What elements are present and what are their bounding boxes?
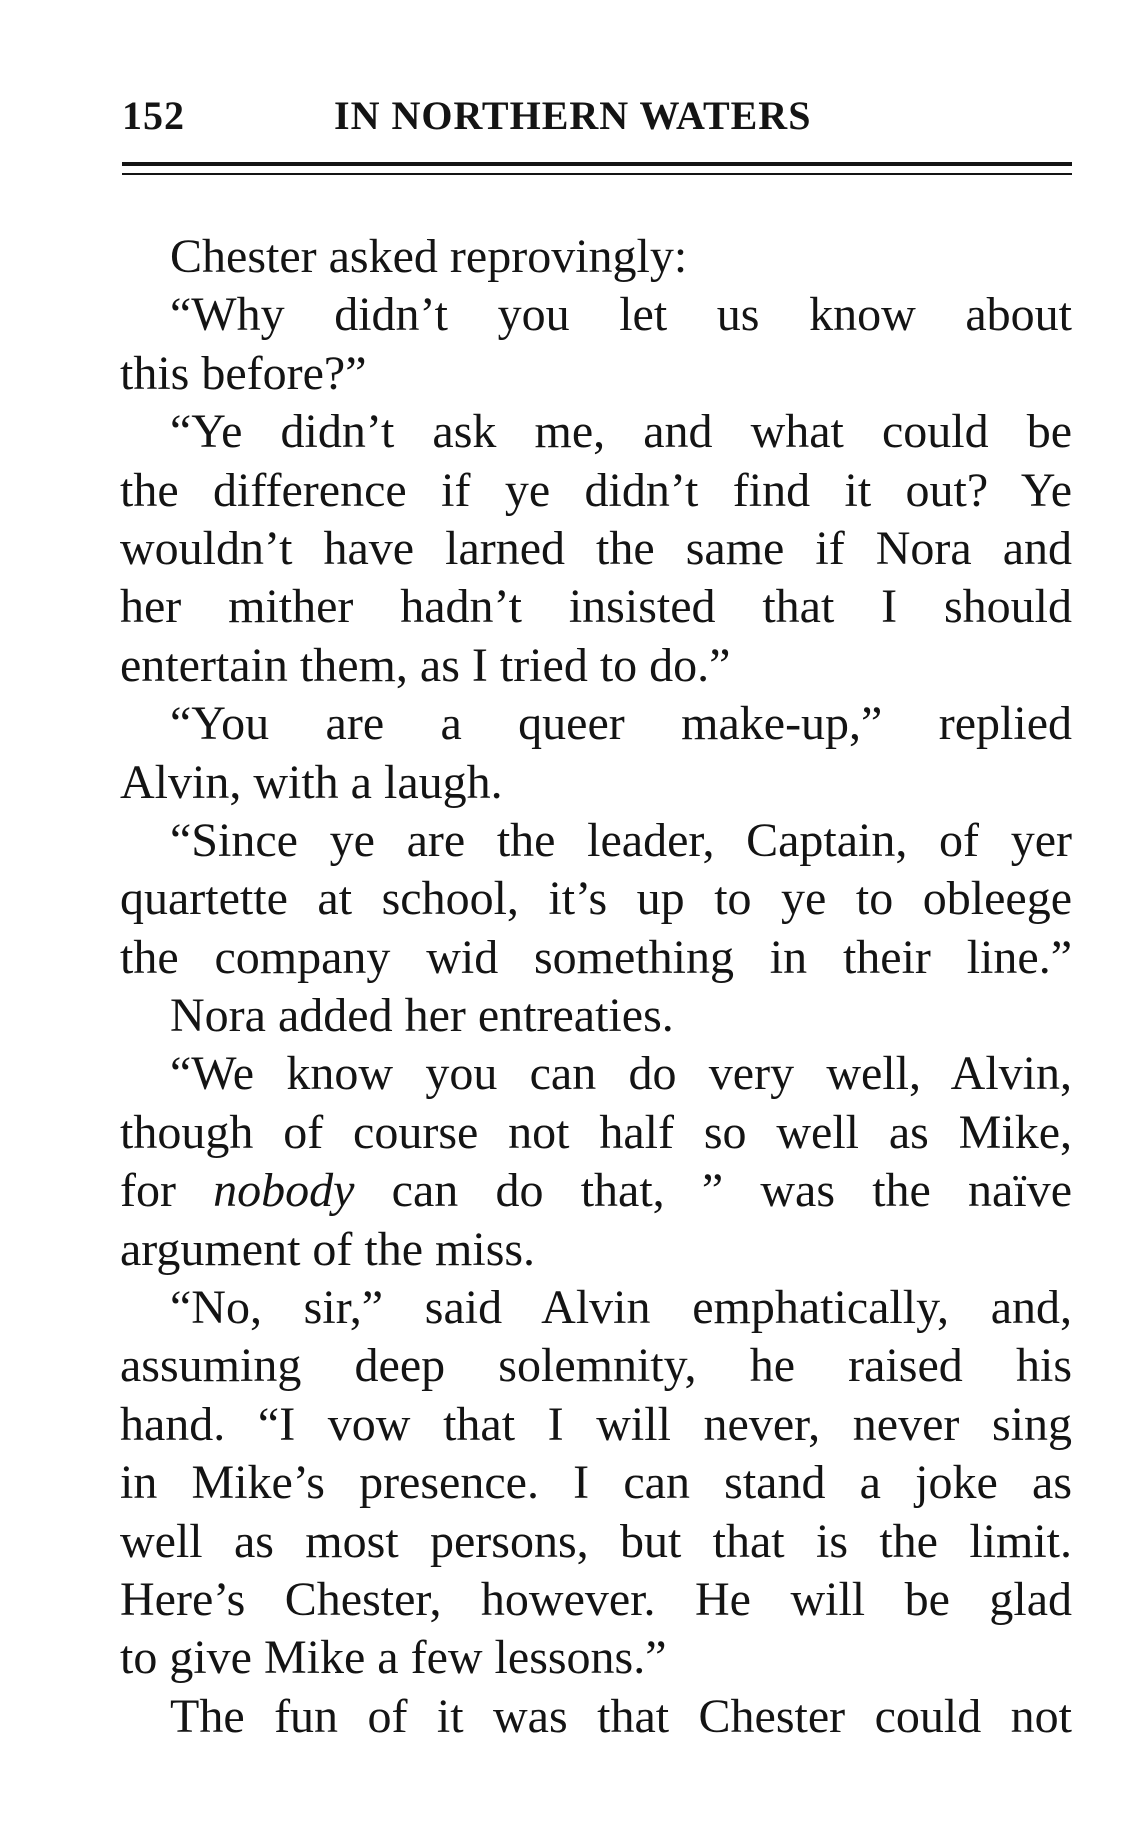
- text-line: “Since ye are the leader, Captain, of yer: [170, 813, 1072, 867]
- text-line: this before?”: [120, 346, 367, 400]
- text-line: “We know you can do very well, Alvin,: [170, 1047, 1072, 1101]
- text-line: quartette at school, it’s up to ye to obleege: [120, 872, 1072, 926]
- text-segment: for: [120, 1164, 214, 1218]
- text-line: Chester asked reprovingly:: [170, 230, 688, 283]
- header-rule-thin: [122, 173, 1072, 175]
- running-title: IN NORTHERN WATERS: [334, 93, 812, 138]
- text-line: in Mike’s presence. I can stand a joke as: [120, 1456, 1072, 1510]
- text-line: argument of the miss.: [120, 1222, 536, 1276]
- text-line: entertain them, as I tried to do.”: [120, 638, 731, 692]
- text-line: “Why didn’t you let us know about: [170, 288, 1072, 342]
- page-number: 152: [122, 93, 185, 138]
- text-line: Here’s Chester, however. He will be glad: [120, 1572, 1072, 1626]
- text-line: to give Mike a few lessons.”: [120, 1631, 667, 1685]
- text-line: wouldn’t have larned the same if Nora and: [120, 521, 1072, 575]
- text-line: the difference if ye didn’t find it out? Ye: [120, 463, 1072, 517]
- text-line: well as most persons, but that is the limit.: [120, 1514, 1072, 1568]
- body-text: [120, 228, 1072, 1746]
- text-line: though of course not half so well as Mike,: [120, 1105, 1072, 1159]
- text-line: “You are a queer make-up,” replied: [170, 697, 1072, 751]
- text-line: The fun of it was that Chester could not: [170, 1689, 1072, 1743]
- header-rule-thick: [122, 162, 1072, 166]
- running-header: [122, 92, 1072, 152]
- text-line: Alvin, with a laugh.: [120, 755, 503, 809]
- text-line: “No, sir,” said Alvin emphatically, and,: [170, 1281, 1072, 1335]
- text-segment: can do that, ” was the naïve: [354, 1164, 1073, 1218]
- text-line: assuming deep solemnity, he raised his: [120, 1339, 1072, 1393]
- italic-word: nobody: [213, 1164, 355, 1218]
- text-line: Nora added her entreaties.: [170, 989, 674, 1043]
- text-line: the company wid something in their line.”: [120, 930, 1072, 984]
- text-line: hand. “I vow that I will never, never sing: [120, 1397, 1072, 1451]
- text-line: “Ye didn’t ask me, and what could be: [170, 405, 1072, 459]
- text-line-with-italic: [120, 1162, 1072, 1220]
- text-line: her mither hadn’t insisted that I should: [120, 580, 1072, 634]
